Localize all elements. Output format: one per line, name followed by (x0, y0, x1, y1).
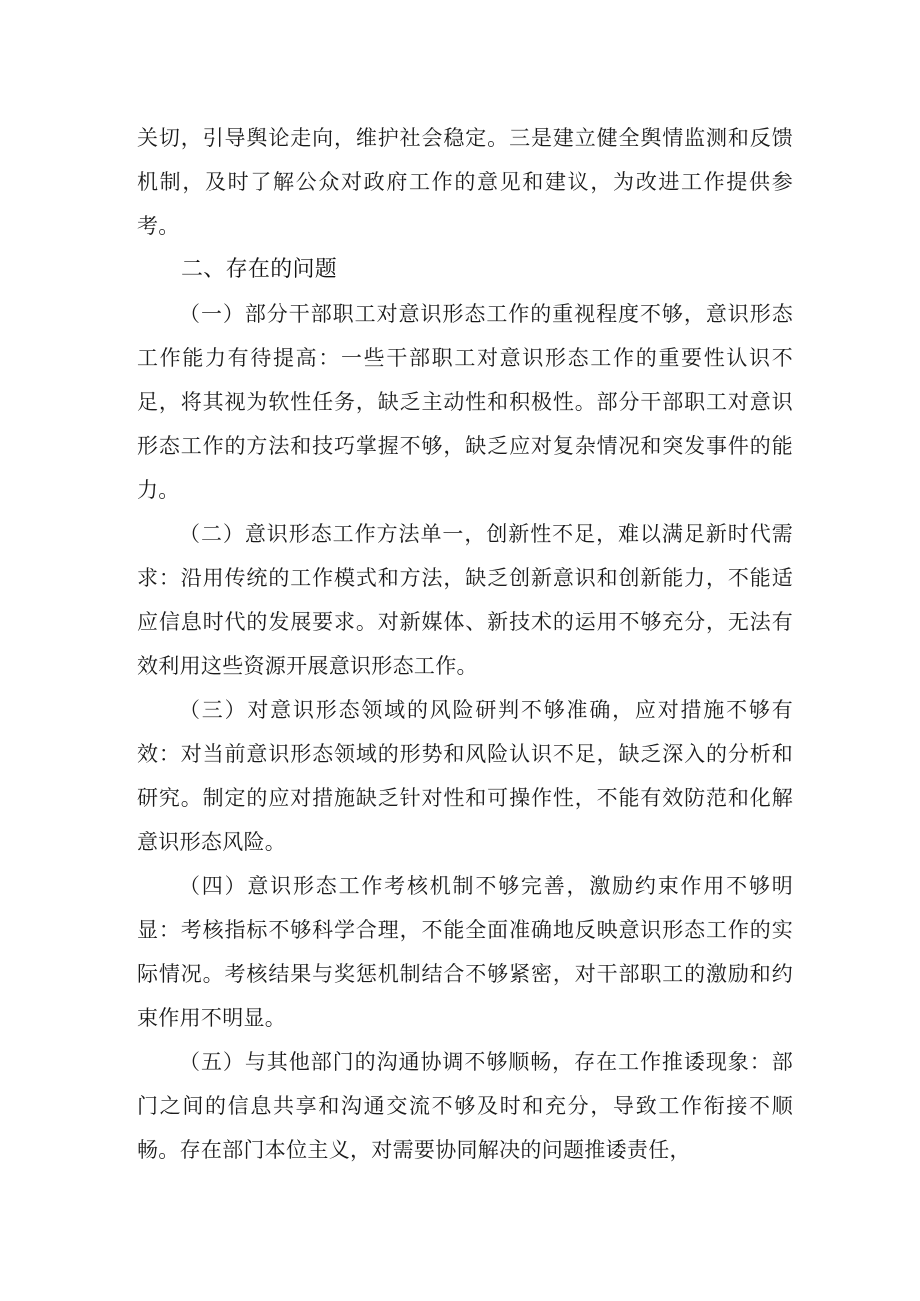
paragraph-1: （一）部分干部职工对意识形态工作的重视程度不够，意识形态工作能力有待提高：一些干部职工对意识形态工作的重要性认识不足，将其视为软性任务，缺乏主动性和积极性。部分干部职工对意识形态工作的方法和技巧掌握不够，缺乏应对复杂情况和突发事件的能力。 (137, 302, 793, 502)
paragraph-2: （二）意识形态工作方法单一，创新性不足，难以满足新时代需求：沿用传统的工作模式和方法，缺乏创新意识和创新能力，不能适应信息时代的发展要求。对新媒体、新技术的运用不够充分，无法有效利用这些资源开展意识形态工作。 (137, 522, 793, 678)
section-heading: 二、存在的问题 (181, 257, 338, 282)
paragraph-4: （四）意识形态工作考核机制不够完善，激励约束作用不够明显：考核指标不够科学合理，不能全面准确地反映意识形态工作的实际情况。考核结果与奖惩机制结合不够紧密，对干部职工的激励和约束作用不明显。 (137, 874, 793, 1030)
document-body (137, 116, 793, 1172)
paragraph-3: （三）对意识形态领域的风险研判不够准确，应对措施不够有效：对当前意识形态领域的形势和风险认识不足，缺乏深入的分析和研究。制定的应对措施缺乏针对性和可操作性，不能有效防范和化解意识形态风险。 (137, 698, 793, 854)
continuation-paragraph: 关切，引导舆论走向，维护社会稳定。三是建立健全舆情监测和反馈机制，及时了解公众对政府工作的意见和建议，为改进工作提供参考。 (137, 126, 793, 238)
paragraph-5: （五）与其他部门的沟通协调不够顺畅，存在工作推诿现象：部门之间的信息共享和沟通交流不够及时和充分，导致工作衔接不顺畅。存在部门本位主义，对需要协同解决的问题推诿责任， (137, 1050, 793, 1162)
